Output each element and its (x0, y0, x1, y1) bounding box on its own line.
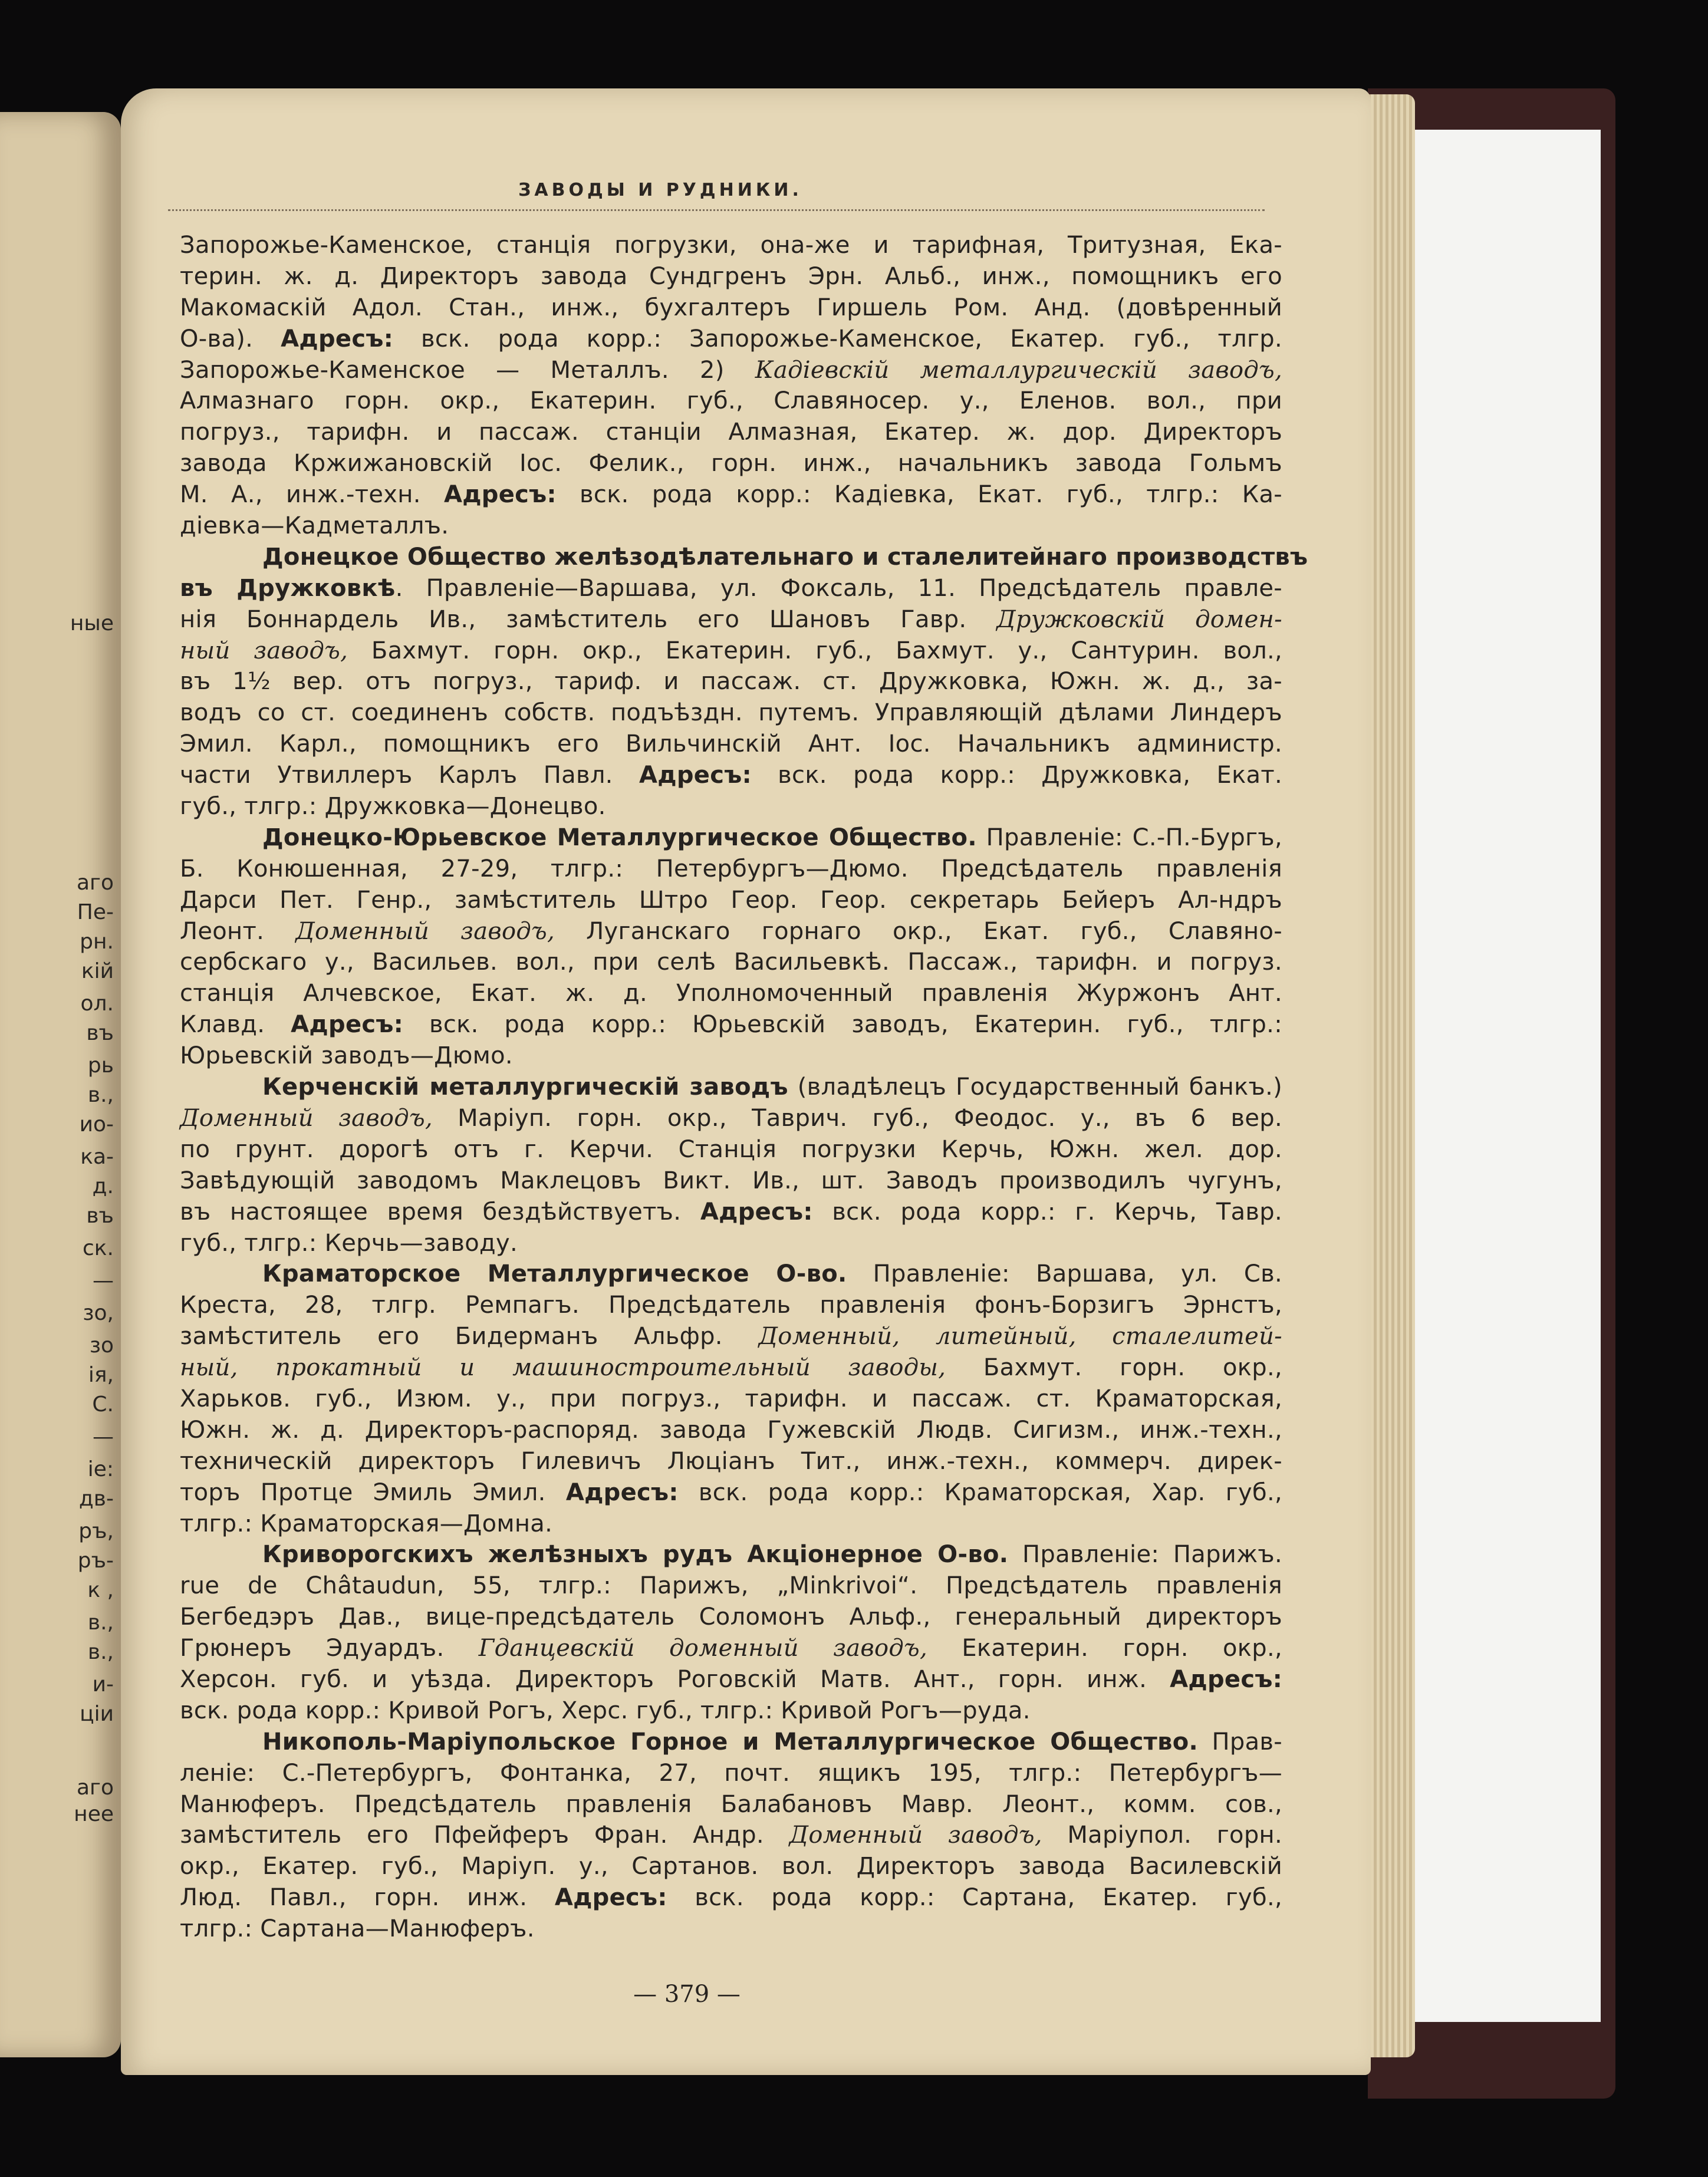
text-line (180, 635, 1282, 667)
text-line (180, 1913, 1282, 1945)
white-background-sheet (1415, 130, 1601, 2022)
bold-text: Адресъ: (443, 481, 557, 509)
text-run: Манюферъ. Предсѣдатель правленія Балабановъ Мавр. Леонт., комм. сов., (180, 1790, 1282, 1818)
text-run: тлгр.: Краматорская—Домна. (180, 1510, 553, 1537)
bold-text: Адресъ: (1170, 1665, 1282, 1693)
paragraph-p2 (180, 542, 1308, 822)
italic-text: Кадіевскій металлургическій заводъ, (755, 356, 1282, 384)
text-line (180, 760, 1282, 791)
text-line (180, 1384, 1282, 1415)
italic-text: Доменный заводъ, (180, 1104, 433, 1132)
text-line (180, 261, 1282, 292)
text-line (180, 1103, 1282, 1134)
text-run: Херсон. губ. и уѣзда. Директоръ Роговскій Матв. Ант., горн. инж. (180, 1665, 1170, 1693)
text-line (180, 292, 1282, 324)
text-run: сербскаго у., Васильев. вол., при селѣ Васильевкѣ. Пассаж., тарифн. и погруз. (180, 948, 1282, 976)
text-run: терин. ж. д. Директоръ завода Сундгренъ Эрн. Альб., инж., помощникъ его (180, 262, 1282, 290)
text-run: Луганскаго горнаго окр., Екат. губ., Славяно- (555, 917, 1282, 945)
paragraph-p1 (180, 230, 1282, 542)
text-line (180, 1851, 1282, 1882)
left-page-fragment: в., (87, 1083, 114, 1107)
bold-text: Адресъ: (700, 1198, 813, 1226)
bold-text: Криворогскихъ желѣзныхъ рудъ Акціонерное О-во. (262, 1541, 1009, 1569)
left-page-fragment: въ (86, 1021, 114, 1045)
text-run: Креста, 28, тлгр. Ремпагъ. Предсѣдатель правленія фонъ-Борзигъ Эрнстъ, (180, 1292, 1282, 1319)
text-run: rue de Châtaudun, 55, тлгр.: Парижъ, „Minkrivoi“. Предсѣдатель правленія (180, 1572, 1282, 1600)
left-page-fragment: ск. (83, 1236, 114, 1260)
text-line (180, 230, 1282, 261)
left-page-fragment: — (93, 1269, 114, 1293)
bold-text: Адресъ: (565, 1478, 679, 1506)
left-page-fragment: зо (89, 1333, 114, 1358)
left-page-fragment: С. (92, 1392, 114, 1417)
left-page-fragment: рь (87, 1053, 114, 1078)
text-line (180, 1446, 1282, 1477)
text-line (180, 1509, 1282, 1540)
text-run: вск. рода корр.: Запорожье-Каменское, Екатер. губ., тлгр. (393, 325, 1283, 353)
text-line (180, 573, 1282, 604)
italic-text: ный, прокатный и машиностроительный заводы, (180, 1354, 946, 1382)
text-run: погруз., тарифн. и пассаж. станціи Алмазная, Екатер. ж. дор. Директоръ (180, 419, 1282, 446)
text-line (180, 947, 1282, 978)
text-line (180, 1259, 1282, 1290)
text-line (180, 604, 1282, 635)
left-page-fragment: ціи (80, 1702, 114, 1726)
text-run: Макомаскій Адол. Стан., инж., бухгалтеръ Гиршель Ром. Анд. (довѣренный (180, 294, 1282, 321)
text-line (180, 1820, 1282, 1851)
text-run: леніе: С.-Петербургъ, Фонтанка, 27, почт. ящикъ 195, тлгр.: Петербургъ— (180, 1759, 1282, 1787)
paragraph-p5 (180, 1259, 1282, 1539)
left-page-fragment: кій (81, 959, 114, 983)
left-page-fragment: Пе- (77, 900, 114, 924)
italic-text: Гданцевскій доменный заводъ, (478, 1635, 928, 1662)
left-page-fragment: в., (87, 1610, 114, 1635)
text-line (180, 729, 1282, 760)
italic-text: Дружковскій домен- (996, 605, 1282, 633)
text-run: замѣститель его Пфейферъ Фран. Андр. (180, 1822, 789, 1849)
text-run: Маріупол. горн. (1042, 1822, 1282, 1849)
italic-text: ный заводъ, (180, 637, 348, 664)
paragraph-p3 (180, 822, 1282, 1072)
text-line (180, 666, 1282, 697)
left-page-fragment: ка- (80, 1145, 114, 1169)
text-line (180, 1290, 1282, 1321)
left-page-fragment: д. (92, 1174, 114, 1198)
text-line (180, 822, 1282, 854)
left-page-fragment: рн. (80, 930, 114, 954)
text-run: Правленіе: Парижъ. (1008, 1541, 1282, 1569)
italic-text: Доменный заводъ, (789, 1822, 1042, 1849)
text-run: Запорожье-Каменское, станція погрузки, она-же и тарифная, Тритузная, Ека- (180, 232, 1282, 259)
text-run: тлгр.: Сартана—Манюферъ. (180, 1915, 535, 1943)
text-line (180, 1165, 1282, 1197)
text-line (180, 854, 1282, 885)
left-facing-page (0, 112, 121, 2057)
bold-text: Донецко-Юрьевское Металлургическое Общество. (262, 824, 977, 851)
text-line (180, 1664, 1282, 1695)
page-number: — 379 — (633, 1981, 741, 2008)
text-line (180, 1321, 1282, 1352)
text-run: Прав- (1198, 1728, 1282, 1756)
text-run: Люд. Павл., горн. инж. (180, 1884, 555, 1912)
text-line (180, 1197, 1282, 1228)
text-run: Харьков. губ., Изюм. у., при погруз., тарифн. и пассаж. ст. Краматорская, (180, 1385, 1282, 1412)
text-run: М. А., инж.-техн. (180, 481, 444, 509)
text-line (180, 1352, 1282, 1384)
bold-text: Никополь-Маріупольское Горное и Металлургическое Общество. (262, 1728, 1199, 1756)
text-line (180, 791, 1282, 822)
text-run: вск. рода корр.: Краматорская, Хар. губ., (678, 1478, 1282, 1506)
left-page-fragment: въ (86, 1204, 114, 1228)
text-run: Клавд. (180, 1011, 291, 1039)
left-page-fragment: аго (77, 1776, 114, 1800)
text-run: вск. рода корр.: Юрьевскій заводъ, Екатерин. губ., тлгр.: (403, 1011, 1282, 1039)
text-line (180, 542, 1308, 573)
text-run: Алмазнаго горн. окр., Екатерин. губ., Славяносер. у., Еленов. вол., при (180, 387, 1282, 415)
text-run: Правленіе: Варшава, ул. Св. (847, 1260, 1282, 1288)
book-page (121, 88, 1371, 2075)
text-run: Завѣдующій заводомъ Маклецовъ Викт. Ив., шт. Заводъ производилъ чугунъ, (180, 1167, 1282, 1194)
text-run: Бегбедэръ Дав., вице-предсѣдатель Соломонъ Альф., генеральный директоръ (180, 1603, 1282, 1631)
text-run: окр., Екатер. губ., Маріуп. у., Сартанов. вол. Директоръ завода Василевскій (180, 1853, 1282, 1880)
text-line (180, 1570, 1282, 1602)
text-line (180, 1727, 1282, 1758)
left-page-fragment: ные (70, 611, 114, 635)
text-run: въ настоящее время бездѣйствуетъ. (180, 1198, 700, 1226)
text-run: Дарси Пет. Генр., замѣститель Штро Геор. Геор. секретарь Бейеръ Ал-ндръ (180, 886, 1282, 914)
text-run: Эмил. Карл., помощникъ его Вильчинскій Ант. Іос. Начальникъ администр. (180, 730, 1282, 758)
text-line (180, 1477, 1282, 1509)
left-page-fragment: в., (87, 1640, 114, 1664)
text-line (180, 1539, 1282, 1570)
bold-text: Донецкое Общество желѣзодѣлательнаго и сталелитейнаго производствъ (262, 543, 1308, 571)
text-line (180, 916, 1282, 947)
text-run: . Правленіе—Варшава, ул. Фоксаль, 11. Предсѣдатель правле- (395, 574, 1282, 602)
text-line (180, 1134, 1282, 1165)
text-run: по грунт. дорогѣ отъ г. Керчи. Станція погрузки Керчь, Южн. жел. дор. (180, 1135, 1282, 1163)
text-line (180, 355, 1282, 386)
text-run: торъ Протце Эмиль Эмил. (180, 1478, 566, 1506)
left-page-fragment: и- (92, 1672, 114, 1697)
text-line (180, 386, 1282, 417)
text-line (180, 1602, 1282, 1633)
text-run: Южн. ж. д. Директоръ-распоряд. завода Гужевскій Людв. Сигизм., инж.-техн., (180, 1416, 1282, 1444)
text-line (180, 1228, 1282, 1259)
text-line (180, 511, 1282, 542)
bold-text: Краматорское Металлургическое О-во. (262, 1260, 847, 1288)
text-run: части Утвиллеръ Карлъ Павл. (180, 762, 639, 789)
left-page-fragment: к , (87, 1578, 114, 1602)
text-run: нія Боннардель Ив., замѣститель его Шановъ Гавр. (180, 605, 997, 633)
bold-text: Керченскій металлургическій заводъ (262, 1073, 788, 1101)
left-page-fragment: дв- (78, 1487, 114, 1511)
text-run: Запорожье-Каменское — Металлъ. 2) (180, 356, 755, 384)
bold-text: Адресъ: (291, 1011, 404, 1039)
italic-text: Доменный заводъ, (295, 917, 555, 945)
page-text (180, 230, 1308, 1945)
left-page-fragment: — (93, 1425, 114, 1449)
text-run: водъ со ст. соединенъ собств. подъѣздн. путемъ. Управляющій дѣлами Линдеръ (180, 699, 1282, 727)
text-run: вск. рода корр.: Сартана, Екатер. губ., (667, 1884, 1283, 1912)
text-run: Маріуп. горн. окр., Таврич. губ., Феодос. у., въ 6 вер. (432, 1104, 1282, 1132)
left-page-fragment: нее (74, 1802, 114, 1826)
text-line (180, 1072, 1282, 1103)
text-run: Бахмут. горн. окр., Екатерин. губ., Бахмут. у., Сантурин. вол., (348, 637, 1282, 664)
text-run: въ 1½ вер. отъ погруз., тариф. и пассаж. ст. Дружковка, Южн. ж. д., за- (180, 668, 1282, 696)
text-line (180, 697, 1282, 729)
text-line (180, 978, 1282, 1009)
bold-text: въ Дружковкѣ (180, 574, 396, 602)
text-run: Б. Конюшенная, 27-29, тлгр.: Петербургъ—Дюмо. Предсѣдатель правленія (180, 855, 1282, 882)
italic-text: Доменный, литейный, сталелитей- (758, 1323, 1282, 1351)
text-line (180, 1695, 1282, 1727)
left-page-fragment: аго (77, 871, 114, 895)
text-line (180, 1009, 1282, 1040)
left-page-fragment: ръ- (77, 1549, 114, 1573)
bold-text: Адресъ: (639, 762, 752, 789)
text-line (180, 1789, 1282, 1820)
left-page-fragment: ио- (79, 1112, 114, 1137)
text-run: губ., тлгр.: Дружковка—Донецво. (180, 793, 606, 821)
text-line (180, 1633, 1282, 1664)
text-run: вск. рода корр.: г. Керчь, Тавр. (812, 1198, 1282, 1226)
text-run: вск. рода корр.: Дружковка, Екат. (751, 762, 1282, 789)
text-run: діевка—Кадметаллъ. (180, 512, 449, 540)
text-run: Екатерин. горн. окр., (927, 1635, 1282, 1662)
text-run: вск. рода корр.: Кривой Рогъ, Херс. губ., тлгр.: Кривой Рогъ—руда. (180, 1697, 1031, 1724)
left-page-fragment: зо, (83, 1301, 114, 1325)
text-run: Леонт. (180, 917, 296, 945)
text-line (180, 885, 1282, 916)
text-run: губ., тлгр.: Керчь—заводу. (180, 1229, 518, 1257)
text-run: станція Алчевское, Екат. ж. д. Уполномоченный правленія Журжонъ Ант. (180, 980, 1282, 1007)
text-run: завода Кржижановскій Іос. Фелик., горн. инж., начальникъ завода Гольмъ (180, 450, 1282, 477)
text-run: вск. рода корр.: Кадіевка, Екат. губ., тлгр.: Ка- (556, 481, 1282, 509)
bold-text: Адресъ: (281, 325, 393, 353)
text-run: О-ва). (180, 325, 281, 353)
paragraph-p7 (180, 1727, 1282, 1945)
running-head: ЗАВОДЫ И РУДНИКИ. (518, 180, 802, 200)
text-line (180, 1415, 1282, 1446)
text-run: Грюнеръ Эдуардъ. (180, 1635, 479, 1662)
left-page-fragment: ол. (80, 992, 114, 1016)
left-page-fragment: ія, (88, 1363, 114, 1387)
text-line (180, 1758, 1282, 1789)
text-run: Юрьевскій заводъ—Дюмо. (180, 1042, 513, 1070)
left-page-fragment: ръ, (78, 1519, 114, 1543)
text-run: (владѣлецъ Государственный банкъ.) (788, 1073, 1283, 1101)
bold-text: Адресъ: (554, 1884, 667, 1912)
left-page-fragment: іе: (87, 1457, 114, 1481)
text-run: замѣститель его Бидерманъ Альфр. (180, 1323, 759, 1351)
text-line (180, 448, 1282, 479)
paragraph-p4 (180, 1072, 1282, 1259)
header-rule (168, 209, 1265, 211)
text-line (180, 417, 1282, 448)
text-line (180, 1040, 1282, 1072)
text-run: Бахмут. горн. окр., (946, 1354, 1282, 1382)
text-run: техническій директоръ Гилевичъ Люціанъ Тит., инж.-техн., коммерч. дирек- (180, 1447, 1282, 1475)
text-line (180, 1882, 1282, 1913)
text-line (180, 324, 1282, 355)
text-run: Правленіе: С.-П.-Бургъ, (976, 824, 1283, 851)
paragraph-p6 (180, 1539, 1282, 1726)
text-line (180, 479, 1282, 511)
